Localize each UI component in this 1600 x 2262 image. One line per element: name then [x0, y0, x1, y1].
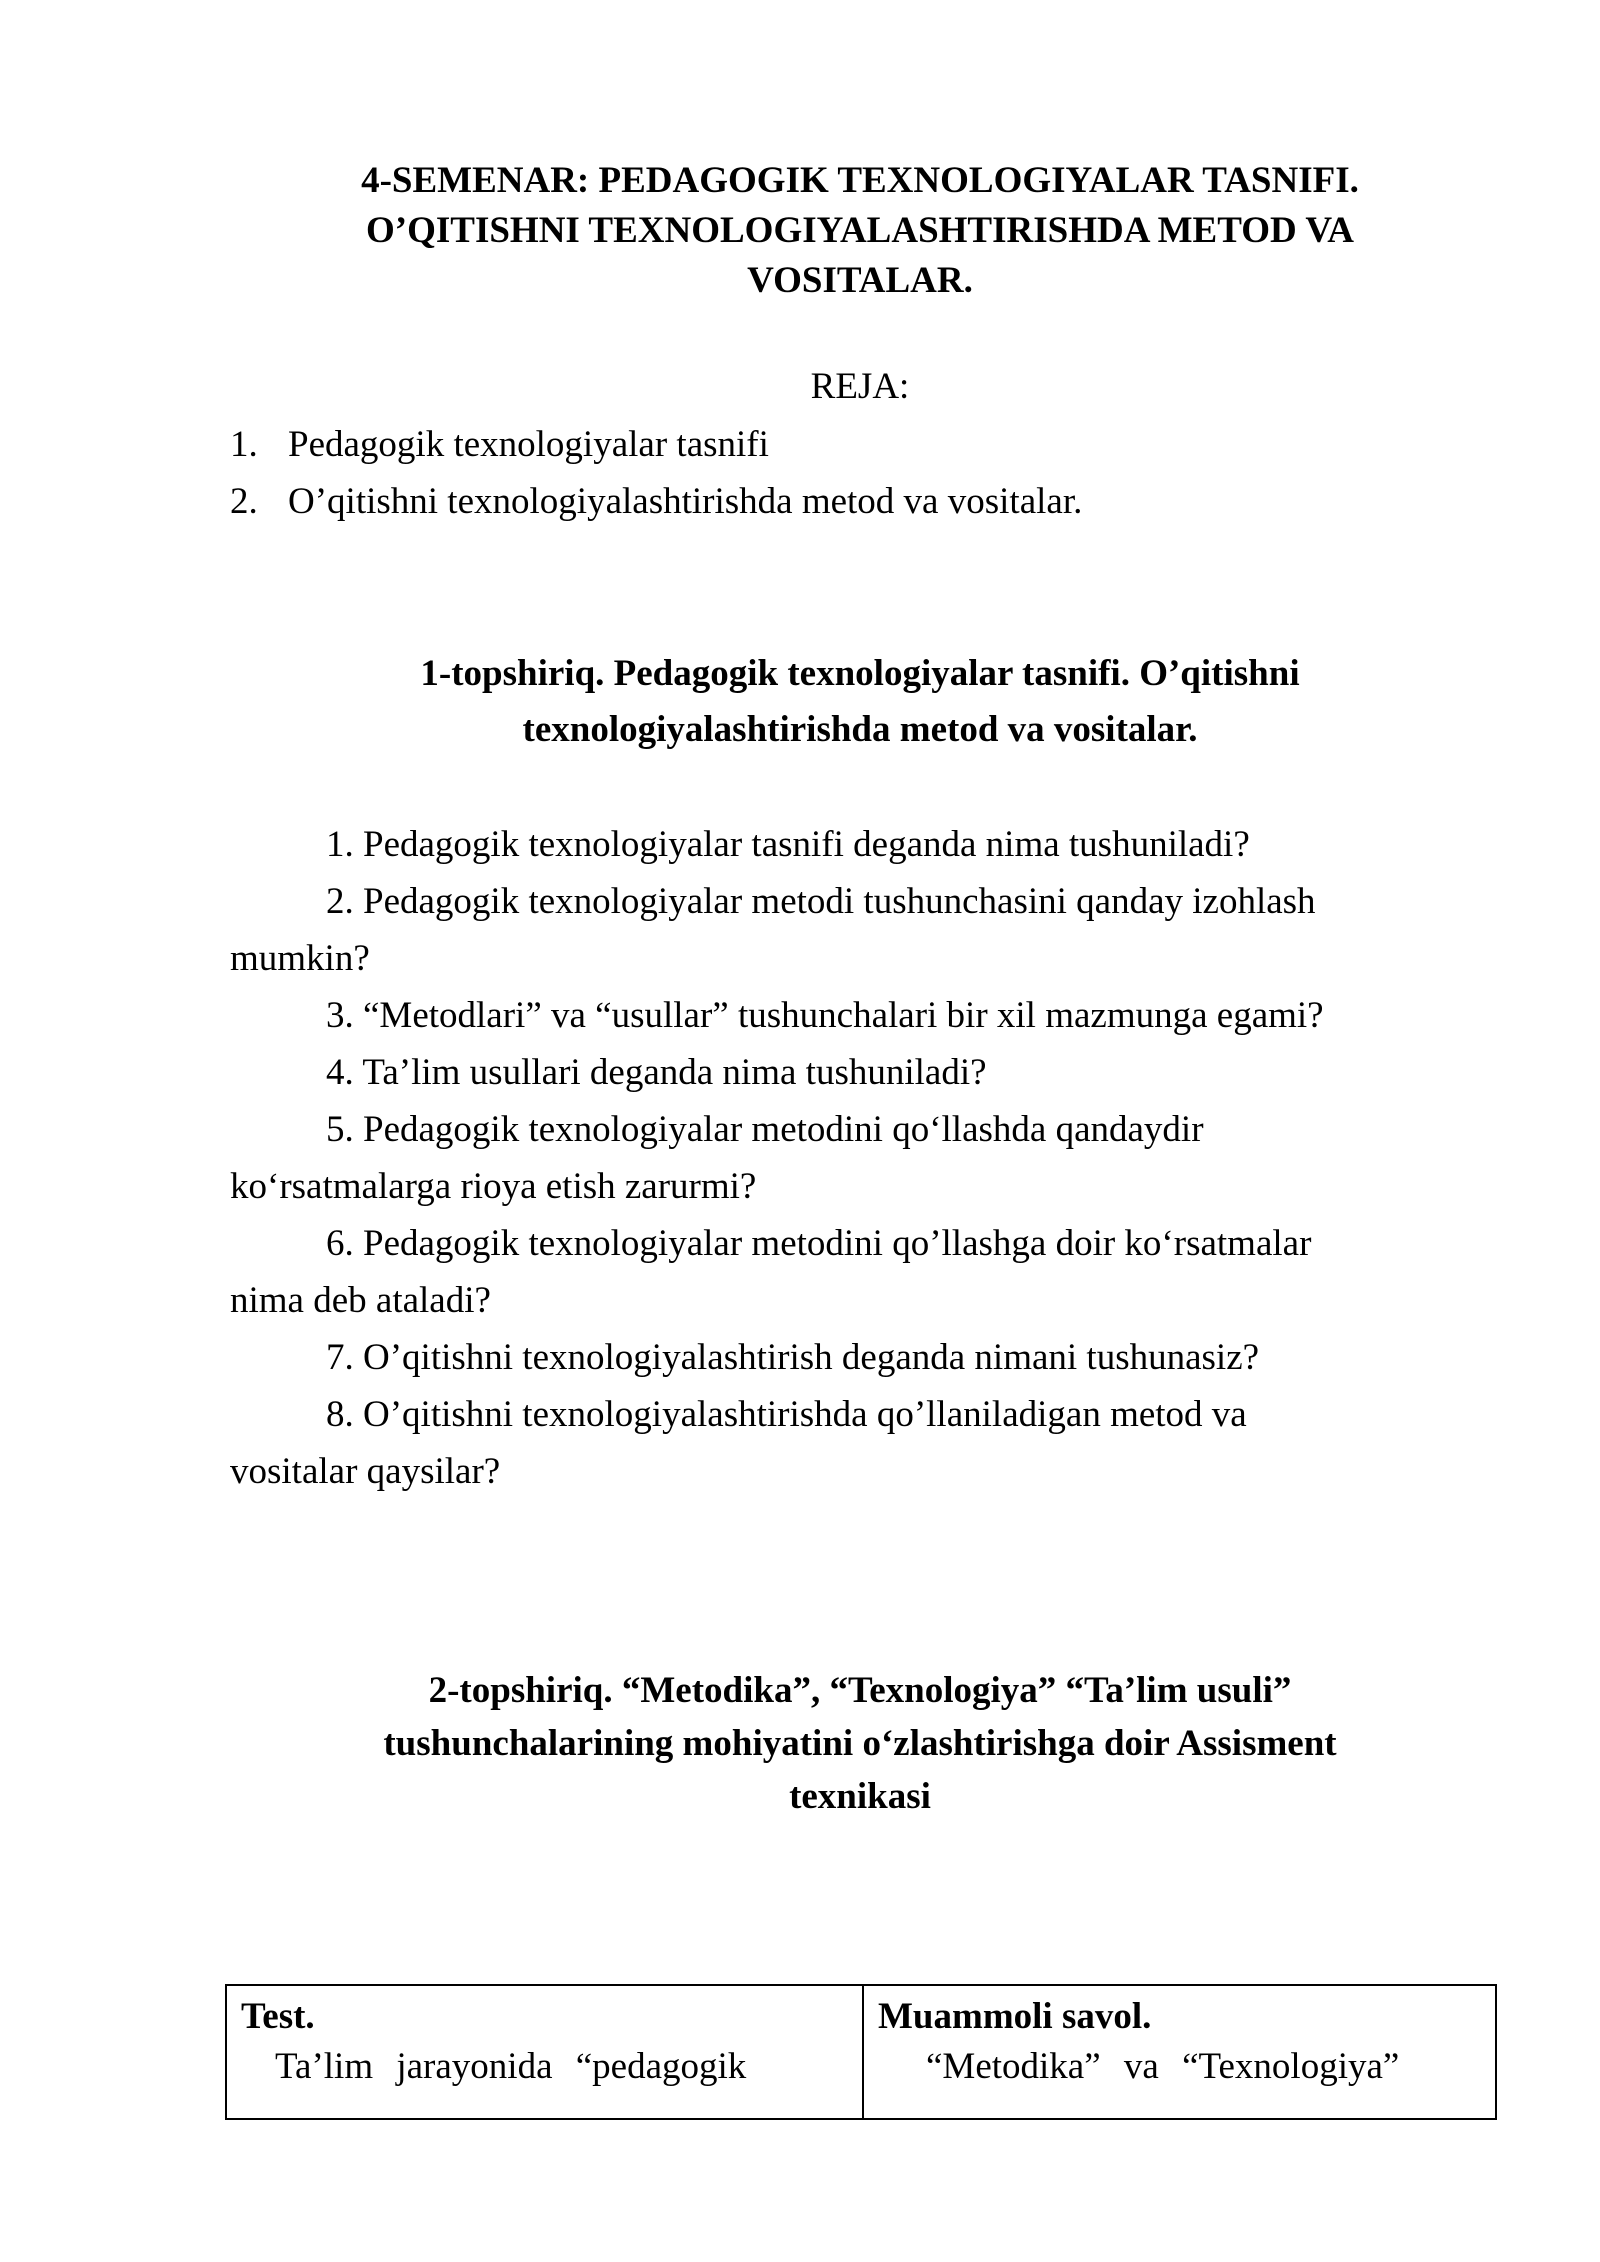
test-cell-heading: Test. — [241, 1996, 315, 2037]
title-line: 4-SEMENAR: PEDAGOGIK TEXNOLOGIYALAR TASNIFI. — [361, 160, 1359, 201]
question-item: 2. Pedagogik texnologiyalar metodi tushunchasini qanday izohlash — [326, 881, 1316, 922]
question-continuation: mumkin? — [230, 938, 370, 979]
question-list — [230, 816, 1500, 1500]
task1-heading-line: texnologiyalashtirishda metod va vositalar. — [522, 709, 1198, 750]
title-line: VOSITALAR. — [747, 260, 973, 301]
problem-question-text: “Metodika” va “Texnologiya” — [926, 2046, 1400, 2087]
plan-list — [230, 416, 1490, 530]
plan-item-text: O’qitishni texnologiyalashtirishda metod va vositalar. — [288, 481, 1083, 522]
question-item: 3. “Metodlari” va “usullar” tushunchalari bir xil mazmunga egami? — [326, 995, 1324, 1036]
task2-heading-line: texnikasi — [789, 1776, 931, 1817]
title-line: O’QITISHNI TEXNOLOGIYALASHTIRISHDA METOD VA — [366, 210, 1354, 251]
question-item: 7. O’qitishni texnologiyalashtirish deganda nimani tushunasiz? — [326, 1337, 1260, 1378]
question-item: 1. Pedagogik texnologiyalar tasnifi deganda nima tushuniladi? — [326, 824, 1250, 865]
problem-question-cell — [864, 1986, 1495, 2118]
question-item: 6. Pedagogik texnologiyalar metodini qo’llashga doir ko‘rsatmalar — [326, 1223, 1312, 1264]
task1-heading-line: 1-topshiriq. Pedagogik texnologiyalar tasnifi. O’qitishni — [420, 653, 1300, 694]
task2-heading — [230, 1664, 1490, 1823]
test-cell-text: Ta’lim jarayonida “pedagogik — [275, 2046, 747, 2087]
question-item: 8. O’qitishni texnologiyalashtirishda qo’llaniladigan metod va — [326, 1394, 1247, 1435]
question-item: 4. Ta’lim usullari deganda nima tushuniladi? — [326, 1052, 987, 1093]
question-item: 5. Pedagogik texnologiyalar metodini qo‘llashda qandaydir — [326, 1109, 1204, 1150]
plan-item-text: Pedagogik texnologiyalar tasnifi — [288, 424, 769, 465]
plan-item-number: 2. — [230, 481, 258, 522]
test-cell — [227, 1986, 864, 2118]
problem-question-heading: Muammoli savol. — [878, 1996, 1152, 2037]
task2-heading-line: tushunchalarining mohiyatini o‘zlashtirishga doir Assisment — [383, 1723, 1337, 1764]
task1-heading — [230, 646, 1490, 758]
task2-heading-line: 2-topshiriq. “Metodika”, “Texnologiya” “Ta’lim usuli” — [428, 1670, 1292, 1711]
assessment-table — [225, 1984, 1497, 2120]
plan-heading: REJA: — [810, 366, 910, 407]
question-continuation: vositalar qaysilar? — [230, 1451, 501, 1492]
plan-item — [230, 473, 1490, 530]
question-continuation: ko‘rsatmalarga rioya etish zarurmi? — [230, 1166, 757, 1207]
plan-item — [230, 416, 1490, 473]
question-continuation: nima deb ataladi? — [230, 1280, 491, 1321]
document-title — [230, 156, 1490, 306]
plan-item-number: 1. — [230, 424, 258, 465]
